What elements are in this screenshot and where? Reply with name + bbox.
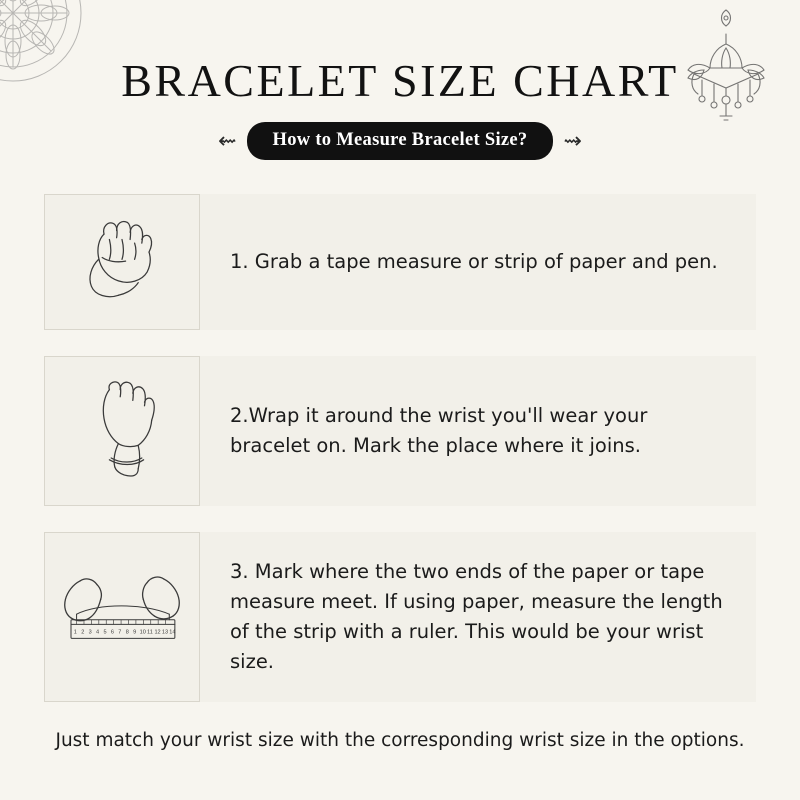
svg-text:2: 2 <box>81 629 85 636</box>
flourish-icon-left: ⇝ <box>218 128 237 153</box>
list-item <box>44 356 756 506</box>
svg-text:1: 1 <box>73 629 77 636</box>
hand-wrist-wrap-icon <box>44 356 200 506</box>
steps-list <box>0 194 800 702</box>
hands-ruler-measure-icon <box>44 532 200 702</box>
list-item <box>44 194 756 330</box>
step-text: 3. Mark where the two ends of the paper or tape measure meet. If using paper, measure the length of the strip with a ruler. This would be your wrist size. <box>230 559 723 674</box>
hand-fist-tape-icon <box>44 194 200 330</box>
svg-text:3: 3 <box>88 629 92 636</box>
subtitle-pill: How to Measure Bracelet Size? <box>247 122 554 160</box>
svg-text:14: 14 <box>169 629 176 636</box>
list-item <box>44 532 756 702</box>
svg-text:12: 12 <box>154 629 161 636</box>
footer-note: Just match your wrist size with the corresponding wrist size in the options. <box>55 730 745 751</box>
page-title: BRACELET SIZE CHART <box>121 55 679 106</box>
subtitle-row <box>0 122 800 160</box>
svg-text:13: 13 <box>161 629 169 636</box>
svg-text:4: 4 <box>96 629 100 636</box>
svg-text:8: 8 <box>125 629 129 636</box>
svg-text:5: 5 <box>103 629 107 636</box>
flourish-icon-right: ⇝ <box>563 128 582 153</box>
svg-text:11: 11 <box>147 629 153 636</box>
step-text: 2.Wrap it around the wrist you'll wear your bracelet on. Mark the place where it joins. <box>230 403 648 457</box>
svg-text:6: 6 <box>110 629 114 636</box>
svg-text:7: 7 <box>118 629 122 636</box>
svg-text:10: 10 <box>139 629 146 636</box>
svg-text:9: 9 <box>133 629 137 636</box>
step-text: 1. Grab a tape measure or strip of paper and pen. <box>230 249 718 273</box>
